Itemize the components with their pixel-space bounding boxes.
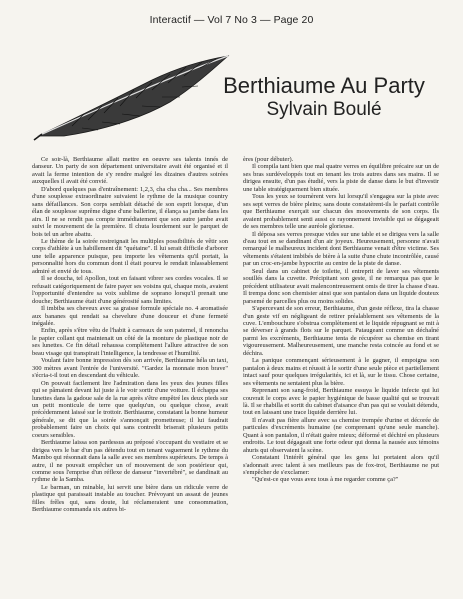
paragraph: La panique commençant sérieusement à le gagner, il empoigna son pantalon à deux mains et réussit à le sortir d'une seule pièce et partiellement intact sauf pour quelques irrégularités, ici et là, sur le tissu. Chose certaine, ses vêtements ne sentaient plus la bière. xyxy=(243,357,439,387)
paragraph: Constatant l'intérêt général que les gens lui portaient alors qu'il s'adonnait avec talent à ses meilleurs pas de fox-trot, Berthiaume ne put s'empêcher de s'exclamer: xyxy=(243,454,439,477)
left-column xyxy=(32,156,228,514)
paragraph: "Qu'est-ce que vous avez tous à me regarder comme ça?" xyxy=(252,476,399,484)
paragraph: Voulant faire bonne impression dès son arrivée, Berthiaume héla un taxi, 300 mètres avant l'entrée de l'université. "Gardez la monnaie mon brave" s'écria-t-il tout en descendant du véhicule. xyxy=(32,357,228,380)
paragraph: On pouvait facilement lire l'admiration dans les yeux des jeunes filles qui se pâmaient devant lui juste à le voir sortir d'une voiture. Il échappa ses lunettes dans la gadoue sale de la rue après s'être empêtré les deux pieds sur un petit monticule de terre que quelqu'un, ou quelque chose, avait précédemment laissé sur le trottoir. Berthiaume, constatant la bonne humeur générale, se dit que la soirée s'annonçait prometteuse; il lui faudrait probablement faire un choix qui sans contredit briserait plusieurs petits coeurs sensibles. xyxy=(32,379,228,439)
paragraph: Reprenant son sang-froid, Berthiaume essuya le liquide infecte qui lui couvrait le corps avec le papier hygiénique de basse qualité qui se trouvait là. Il se rhabilla et sortit du cabinet d'aisance d'un pas qui se voulait détendu, tout en laissant une trace liquide derrière lui. xyxy=(243,387,439,417)
article-title-block xyxy=(214,74,434,121)
paragraph: Enfin, après s'être vêtu de l'habit à carreaux de son paternel, il renoncha le papier collant qui maintenait un côté de la monture de plastique noir de ses lunettes. Ce fin détail rehaussa complètement l'allure attractive de son beau visage qui transpirait l'intelligence, la tendresse et l'humilité. xyxy=(32,327,228,357)
paragraph: Seul dans un cabinet de toilette, il entreprit de laver ses vêtements souillés dans la cuvette. Précipitant son geste, il ne remarqua pas que le précédent utilisateur avait malencontreusement omis de tirer la chasse d'eau. Il trempa donc son chemisier ainsi que son pantalon dans un liquide douteux parsemé de parcelles plus ou moins solides. xyxy=(243,267,439,305)
paragraph: Tous les yeux se tournèrent vers lui lorsqu'il s'engagea sur la piste avec ses sept verres de bière pleins; sans doute constatèrent-ils le parfait contrôle que Berthiaume exerçait sur chacun des mouvements de son corps. Ils avaient probablement senti aussi ce rayonnement invisible qui se dégageait de ses membres telle une auréole glorieuse. xyxy=(243,193,439,231)
paragraph: ères (pour débuter). xyxy=(243,156,294,163)
paragraph: D'abord quelques pas d'entraînement: 1,2,3, cha cha cha... Ses membres d'une souplesse extraordinaire suivaient le rythme de la musique country sans défaillances. Son corps semblait détaché de son esprit lorsque, d'un élan de souplesse suprême digne d'une ballerine, il élança sa jambe dans les airs. Il ne se rendit pas compte immédiatement que son autre jambe avait suivi le mouvement de la première. Il chuta lourdement sur le parquet de bois tel un arbre abattu. xyxy=(32,185,228,238)
page-header: Interactif — Vol 7 No 3 — Page 20 xyxy=(149,14,314,26)
right-column xyxy=(243,156,439,484)
paragraph: S'apercevant de son erreur, Berthiaume, d'un geste réflexe, tira la chasse d'un geste vif en négligeant de retirer préalablement ses vêtements de la cuve. L'embouchure s'obstrua complètement et le liquide répugnant se mit à se déverser à grands flots sur le parquet. Pataugeant comme un déchaîné parmi les excréments, Berthiaume tenta de récupérer sa chemise en tirant vigoureusement. Malheureusement, une manche resta coincée au fond et se déchira. xyxy=(243,305,439,357)
paragraph: Berthiaume laissa son pardessus au préposé s'occupant du vestiaire et se dirigea vers le bar d'un pas détendu tout en tenant vaguement le rythme du Mambo qui résonnait dans la salle avec ses membres supérieurs. De temps à autre, il ne pouvait empêcher un of mouvement de son postérieur qui, comme sous l'emprise d'un réflexe de danseur "invertébré", se dandinait au rythme de la Samba. xyxy=(32,439,228,484)
paragraph: Ce soir-là, Berthiaume allait mettre en oeuvre ses talents innés de danseur. Un party de son département universitaire avait été organisé et il avait la ferme intention de s'y rendre malgré les dizaines d'autres soirées auxquelles il avait été convié. xyxy=(32,156,228,186)
paragraph: Il déposa ses verres presque vides sur une table et se dirigea vers la salle d'eau tout en se dandinant d'un air joyeux. Heureusement, personne n'avait remarqué le malheureux incident dont Berthiaume venait d'être victime. Ses vêtements s'étaient imbibés de bière à la suite d'une chute incontrôlée, causé par un croc-en-jambe hypocrite au centre de la piste de danse. xyxy=(243,230,439,268)
feather-quill-icon xyxy=(34,56,228,140)
paragraph: Le barman, un minable, lui servit une bière dans un ridicule verre de plastique qui paraissait instable au toucher. Prévoyant un assaut de jeunes filles frêles qui, sans doute, lui réclameraient une consommation, Berthiaume commanda six autres bi- xyxy=(32,483,228,514)
paragraph: Il compila tant bien que mal quatre verres en équilibre précaire sur un de ses bras surdéveloppés tout en tenant les trois autres dans ses mains. Il se dirigea ensuite, d'un pas étudié, vers la piste de danse dans le but d'investir une table stratégiquement bien située. xyxy=(243,163,439,193)
paragraph: Le thème de la soirée restreignait les multiples possibilités de vêtir son corps d'athlète à un habillement dit "quétaine". Il lui serait difficile d'arborer une telle apparence puisque, peu importe les vêtements qu'il portait, la personnalité hors du commun dont il était pourvu le rendait inlassablement admiré et envié de tous. xyxy=(32,237,228,275)
paragraph: Il se doucha, tel Apollon, tout en faisant vibrer ses cordes vocales. Il se refusait catégoriquement de faire payer ses voisins qui, chaque mois, avaient l'opportunité d'entendre sa voix sublime de soprano lorsqu'il prenait une douche; Berthiaume était d'une générosité sans limites. xyxy=(32,275,228,305)
article-title: Berthiaume Au Party xyxy=(223,73,425,98)
paragraph: Il n'avait pas fière allure avec sa chemise trempée d'urine et décorée de particules d'excréments humaine (ne comprenant qu'une seule manche). Quant à son pantalon, il n'était guère mieux; déformé et déchiré en plusieurs endroits. Le tout dégageait une forte odeur qui donna la nausée aux témoins ahuris qui observaient la scène. xyxy=(243,416,439,454)
article-author: Sylvain Boulé xyxy=(266,99,382,120)
feather-icon xyxy=(32,50,232,142)
paragraph: Il imbiba ses cheveux avec sa graisse formule spéciale no. 4 aromatisée aux bananes qui rendait sa chevelure d'une douceur et d'une fermeté inégalée. xyxy=(32,305,228,327)
